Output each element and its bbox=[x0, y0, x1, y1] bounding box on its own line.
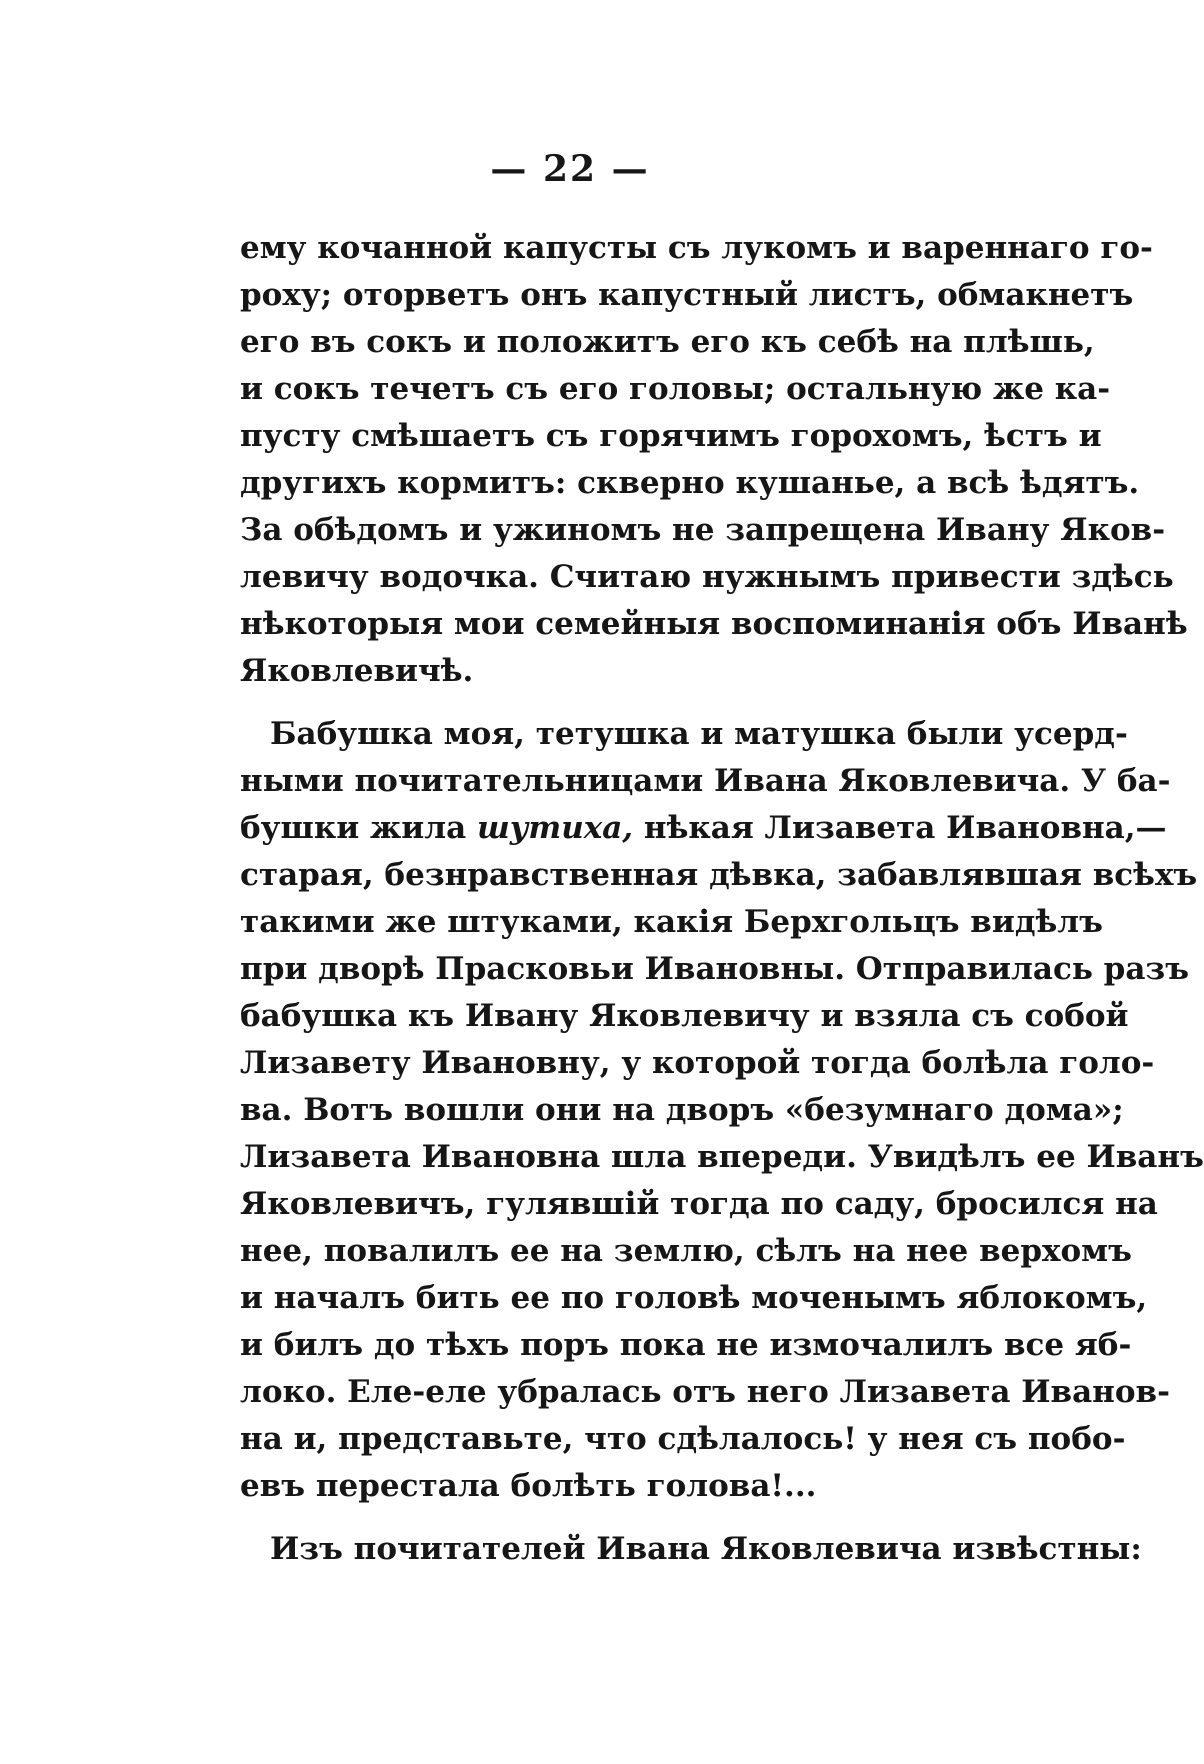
text-line: евъ перестала болѣть голова!... bbox=[240, 1468, 817, 1504]
text-line: Лизавету Ивановну, у которой тогда болѣла голо- bbox=[240, 1045, 1155, 1081]
text-fragment: нѣкая Лизавета Ивановна,— bbox=[633, 810, 1167, 846]
paragraph bbox=[240, 711, 1204, 1510]
text-line: Бабушка моя, тетушка и матушка были усерд- bbox=[270, 716, 1128, 752]
italic-word: шутиха, bbox=[477, 810, 634, 846]
text-line: и началъ бить ее по головѣ моченымъ яблокомъ, bbox=[240, 1280, 1148, 1316]
body-text bbox=[240, 225, 1204, 1573]
text-line: локо. Еле-еле убралась отъ него Лизавета Иванов- bbox=[240, 1374, 1170, 1410]
text-fragment: бушки жила bbox=[240, 810, 478, 846]
text-line: ему кочанной капусты съ лукомъ и вареннаго го- bbox=[240, 230, 1153, 266]
text-line: при дворѣ Прасковьи Ивановны. Отправилась разъ bbox=[240, 951, 1189, 987]
text-line: роху; оторветъ онъ капустный листъ, обмакнетъ bbox=[240, 277, 1134, 313]
paragraph bbox=[240, 225, 1188, 695]
text-line: Изъ почитателей Ивана Яковлевича извѣстны: bbox=[270, 1531, 1142, 1567]
text-line: Яковлевичѣ. bbox=[240, 653, 474, 689]
text-line: левичу водочка. Считаю нужнымъ привести здѣсь bbox=[240, 559, 1174, 595]
text-line: и сокъ течетъ съ его головы; остальную же ка- bbox=[240, 371, 1111, 407]
text-line: на и, представьте, что сдѣлалось! у нея съ побо- bbox=[240, 1421, 1126, 1457]
text-line: старая, безнравственная дѣвка, забавлявшая всѣхъ bbox=[240, 857, 1198, 893]
text-line: нее, повалилъ ее на землю, сѣлъ на нее верхомъ bbox=[240, 1233, 1132, 1269]
text-line: ными почитательницами Ивана Яковлевича. У ба- bbox=[240, 763, 1171, 799]
text-line: Яковлевичъ, гулявшій тогда по саду, бросился на bbox=[240, 1186, 1158, 1222]
text-line: такими же штуками, какія Берхгольцъ видѣлъ bbox=[240, 904, 1103, 940]
text-line: другихъ кормитъ: скверно кушанье, а всѣ ѣдятъ. bbox=[240, 465, 1140, 501]
text-line: За обѣдомъ и ужиномъ не запрещена Ивану Яков- bbox=[240, 512, 1166, 548]
text-line: бабушка къ Ивану Яковлевичу и взяла съ собой bbox=[240, 998, 1129, 1034]
text-line: нѣкоторыя мои семейныя воспоминанія объ Иванѣ bbox=[240, 606, 1188, 642]
text-line: его въ сокъ и положитъ его къ себѣ на плѣшь, bbox=[240, 324, 1095, 360]
text-line: ва. Вотъ вошли они на дворъ «безумнаго дома»; bbox=[240, 1092, 1124, 1128]
text-line-with-italic bbox=[240, 805, 1167, 852]
page-number: — 22 — bbox=[490, 148, 650, 190]
text-line: пусту смѣшаетъ съ горячимъ горохомъ, ѣстъ и bbox=[240, 418, 1102, 454]
text-line: и билъ до тѣхъ поръ пока не измочалилъ все яб- bbox=[240, 1327, 1132, 1363]
paragraph bbox=[240, 1526, 1142, 1573]
text-line: Лизавета Ивановна шла впереди. Увидѣлъ ее Иванъ bbox=[240, 1139, 1204, 1175]
